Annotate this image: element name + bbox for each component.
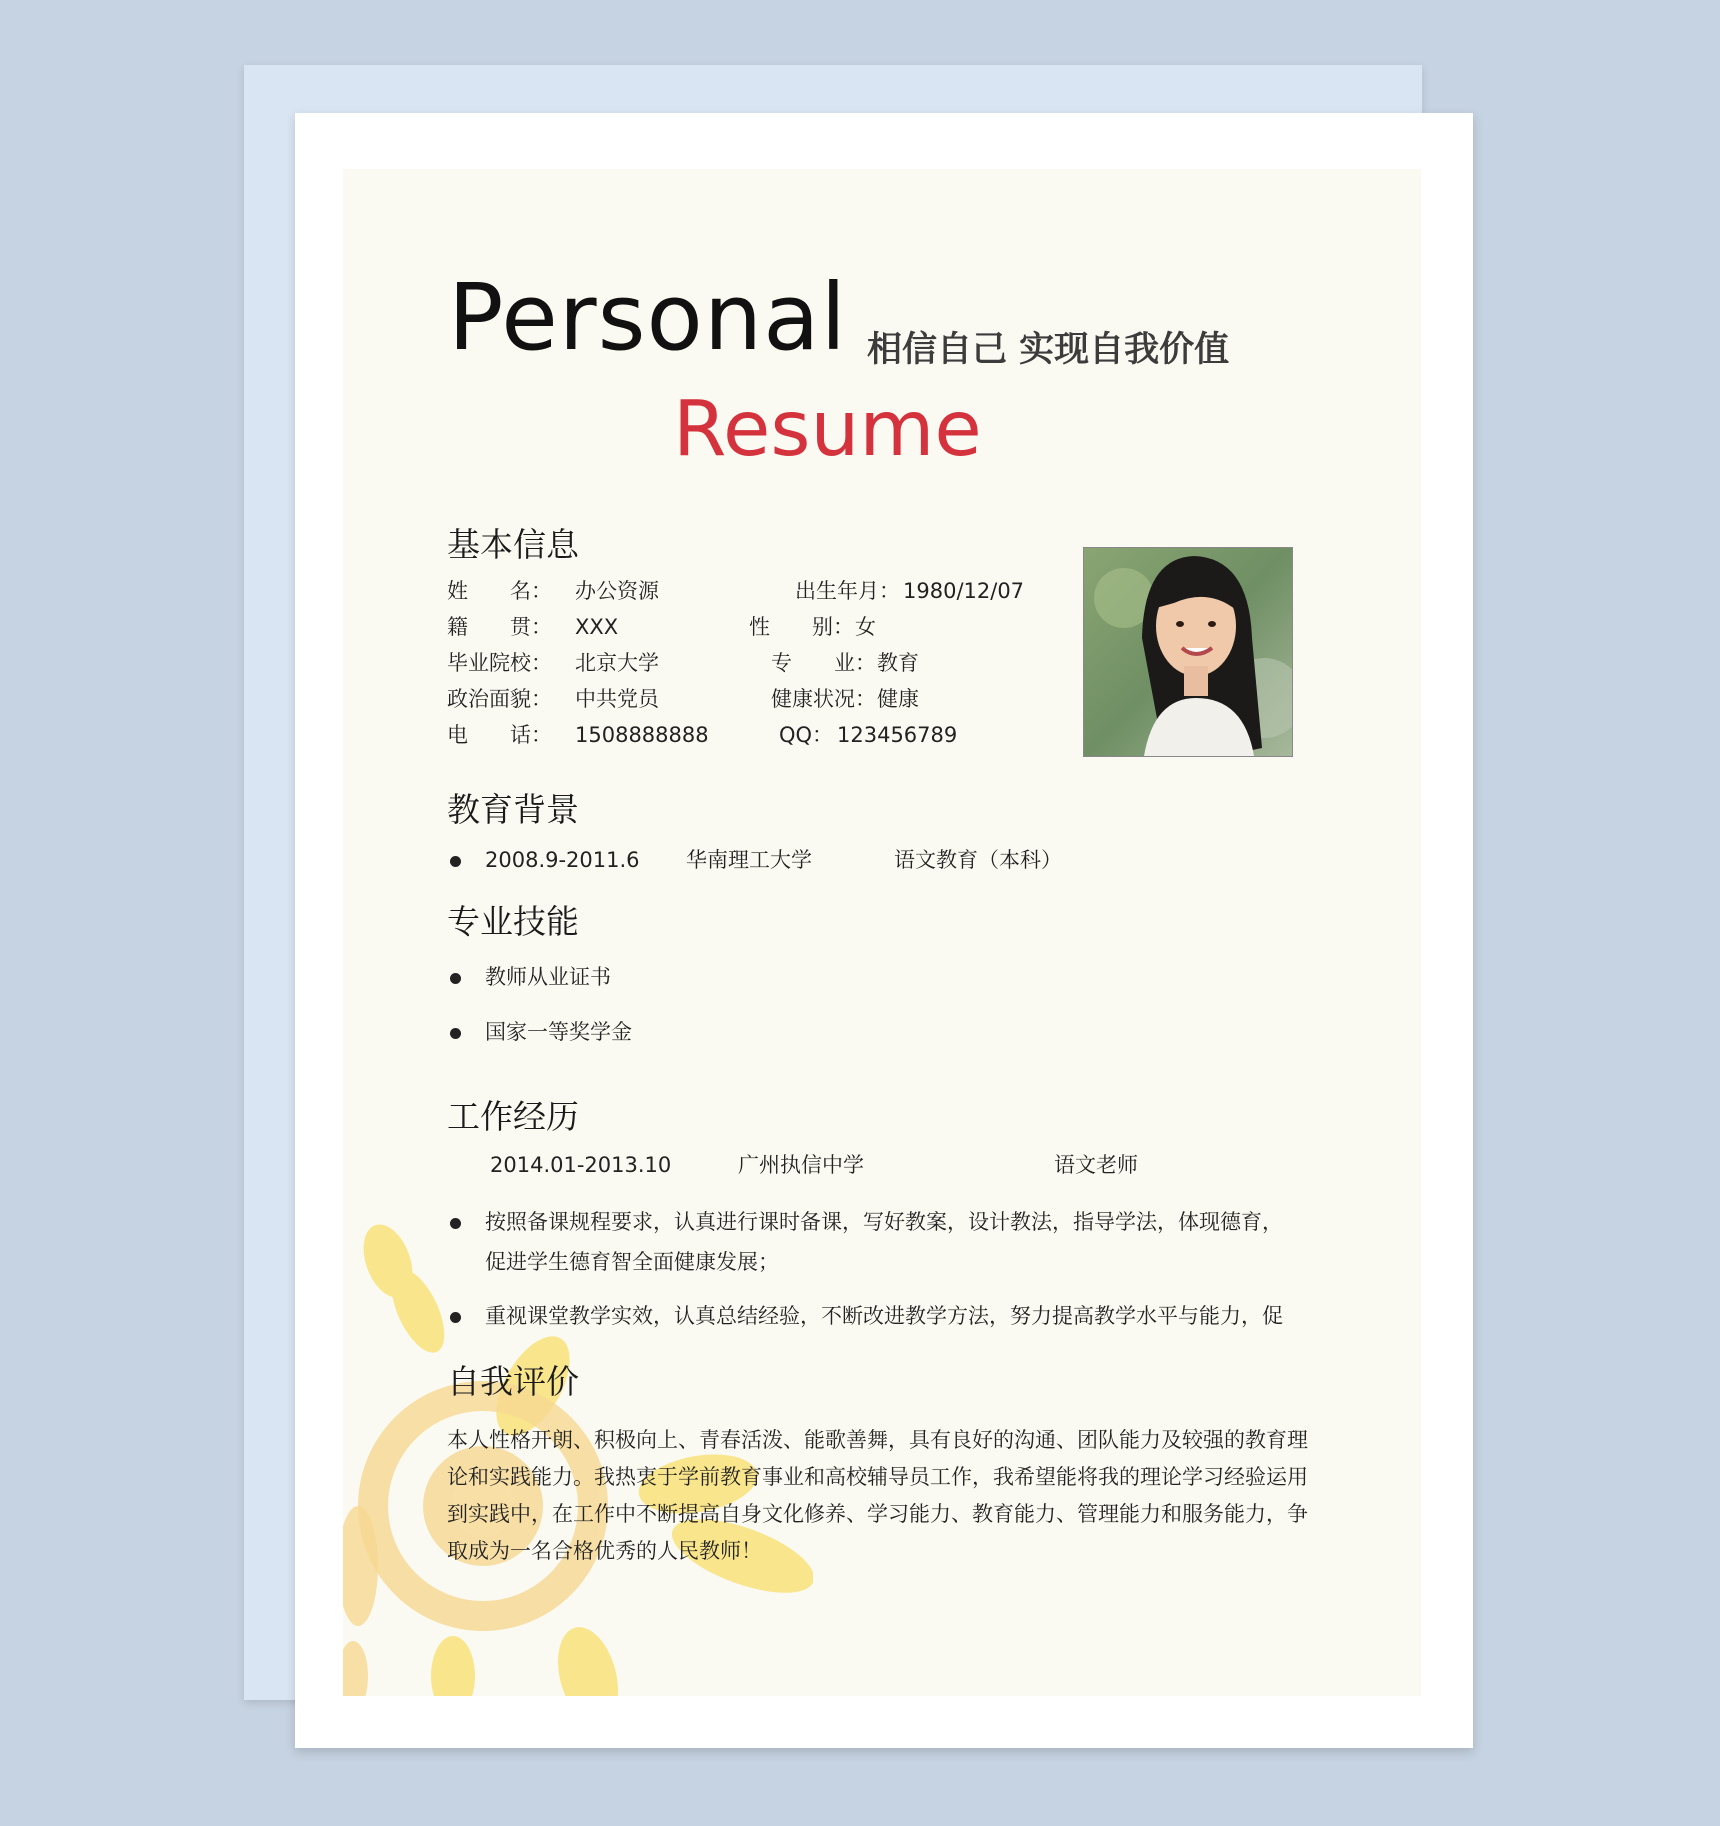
self-evaluation-line: 本人性格开朗、积极向上、青春活泼、能歌善舞，具有良好的沟通、团队能力及较强的教育理 bbox=[447, 1428, 1308, 1452]
work-period: 2014.01-2013.10 bbox=[490, 1153, 672, 1177]
portrait-photo bbox=[1083, 547, 1293, 757]
work-duty-line: 促进学生德育智全面健康发展； bbox=[485, 1250, 779, 1274]
education-major: 语文教育（本科） bbox=[894, 848, 1062, 872]
bullet-dot bbox=[450, 1028, 461, 1039]
work-position: 语文老师 bbox=[1054, 1153, 1138, 1177]
basic-label-health: 健康状况： bbox=[771, 687, 876, 711]
basic-value-politics: 中共党员 bbox=[575, 687, 659, 711]
basic-label-school: 毕业院校： bbox=[447, 651, 552, 675]
section-self-title: 自我评价 bbox=[447, 1362, 579, 1401]
basic-value-health: 健康 bbox=[877, 687, 919, 711]
education-period: 2008.9-2011.6 bbox=[485, 848, 640, 872]
basic-label-name: 姓 名： bbox=[447, 579, 552, 603]
skill-item: 教师从业证书 bbox=[485, 965, 611, 989]
title-resume: Resume bbox=[673, 385, 982, 474]
basic-label-major: 专 业： bbox=[771, 651, 876, 675]
basic-label-birth: 出生年月： bbox=[795, 579, 900, 603]
work-duty-line: 重视课堂教学实效，认真总结经验，不断改进教学方法，努力提高教学水平与能力，促 bbox=[485, 1304, 1283, 1328]
self-evaluation-line: 到实践中，在工作中不断提高自身文化修养、学习能力、教育能力、管理能力和服务能力，争 bbox=[447, 1502, 1308, 1526]
basic-value-origin: XXX bbox=[575, 615, 619, 639]
section-basic-title: 基本信息 bbox=[447, 525, 579, 564]
self-evaluation bbox=[447, 1422, 1347, 1570]
basic-label-qq: QQ： bbox=[779, 723, 834, 747]
section-skills-title: 专业技能 bbox=[447, 902, 579, 941]
bullet-dot bbox=[450, 856, 461, 867]
portrait-image bbox=[1084, 548, 1292, 756]
work-duty-line: 按照备课规程要求，认真进行课时备课，写好教案，设计教法，指导学法，体现德育， bbox=[485, 1210, 1283, 1234]
basic-value-name: 办公资源 bbox=[575, 579, 659, 603]
basic-label-phone: 电 话： bbox=[447, 723, 552, 747]
basic-value-gender: 女 bbox=[855, 615, 876, 639]
bullet-dot bbox=[450, 1218, 461, 1229]
resume-content bbox=[343, 169, 1421, 1696]
basic-value-phone: 1508888888 bbox=[575, 723, 709, 747]
resume-sheet bbox=[295, 113, 1473, 1748]
section-education-title: 教育背景 bbox=[447, 790, 579, 829]
skill-item: 国家一等奖学金 bbox=[485, 1020, 632, 1044]
title-slogan: 相信自己 实现自我价值 bbox=[867, 330, 1230, 370]
basic-value-major: 教育 bbox=[877, 651, 919, 675]
education-school: 华南理工大学 bbox=[686, 848, 812, 872]
self-evaluation-line: 取成为一名合格优秀的人民教师！ bbox=[447, 1539, 762, 1563]
self-evaluation-line: 论和实践能力。我热衷于学前教育事业和高校辅导员工作，我希望能将我的理论学习经验运用 bbox=[447, 1465, 1308, 1489]
basic-value-birth: 1980/12/07 bbox=[903, 579, 1025, 603]
basic-value-school: 北京大学 bbox=[575, 651, 659, 675]
basic-label-politics: 政治面貌： bbox=[447, 687, 552, 711]
bullet-dot bbox=[450, 1312, 461, 1323]
basic-label-gender: 性 别： bbox=[749, 615, 854, 639]
work-company: 广州执信中学 bbox=[738, 1153, 864, 1177]
bullet-dot bbox=[450, 973, 461, 984]
section-work-title: 工作经历 bbox=[447, 1097, 579, 1136]
title-personal: Personal bbox=[448, 264, 848, 371]
basic-label-origin: 籍 贯： bbox=[447, 615, 552, 639]
basic-value-qq: 123456789 bbox=[837, 723, 958, 747]
